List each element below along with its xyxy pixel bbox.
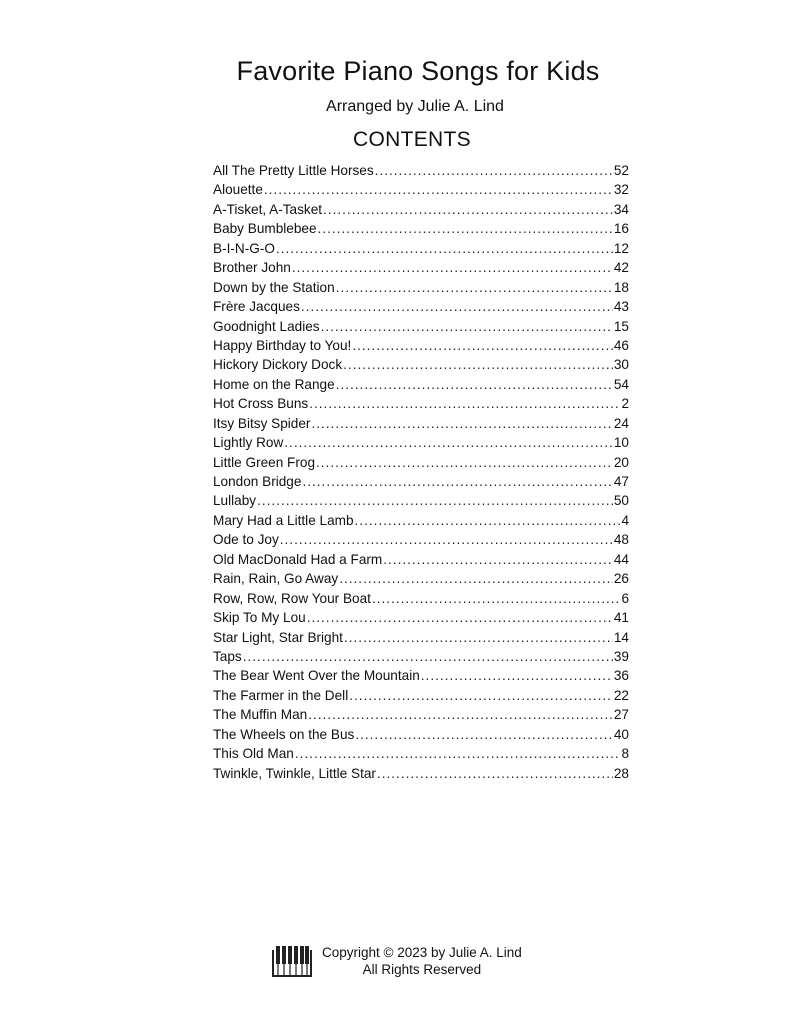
toc-entry-page: 6 [621, 590, 629, 606]
toc-entry [213, 668, 629, 687]
toc-entry [213, 493, 629, 512]
toc-entry-page: 36 [613, 668, 629, 684]
dot-leader [318, 221, 613, 236]
toc-entry-title: Baby Bumblebee [213, 221, 317, 237]
toc-entry [213, 357, 629, 376]
dot-leader [372, 591, 621, 606]
toc-entry-title: Ode to Joy [213, 532, 279, 548]
toc-entry [213, 727, 629, 746]
toc-entry-title: Itsy Bitsy Spider [213, 415, 311, 431]
toc-entry-page: 41 [613, 610, 629, 626]
toc-entry-title: The Farmer in the Dell [213, 687, 349, 703]
toc-entry-title: Home on the Range [213, 376, 335, 392]
toc-entry [213, 591, 629, 610]
document-title: Favorite Piano Songs for Kids [236, 56, 600, 86]
dot-leader [349, 688, 613, 703]
toc-entry-page: 18 [613, 279, 629, 295]
toc-entry [213, 746, 629, 765]
toc-entry [213, 435, 629, 454]
toc-entry-title: Lightly Row [213, 435, 284, 451]
dot-leader [243, 649, 613, 664]
toc-entry-page: 30 [613, 357, 629, 373]
toc-entry-page: 34 [613, 201, 629, 217]
dot-leader [309, 396, 620, 411]
toc-entry-page: 4 [621, 512, 629, 528]
toc-entry-title: Taps [213, 648, 242, 664]
toc-entry-title: Twinkle, Twinkle, Little Star [213, 765, 376, 781]
toc-entry [213, 163, 629, 182]
dot-leader [383, 552, 613, 567]
toc-entry-page: 24 [613, 415, 629, 431]
dot-leader [308, 707, 613, 722]
toc-entry-title: The Muffin Man [213, 707, 308, 723]
copyright-block [322, 944, 522, 978]
dot-leader [336, 280, 613, 295]
toc-entry-page: 27 [613, 707, 629, 723]
toc-entry [213, 571, 629, 590]
dot-leader [316, 455, 613, 470]
toc-entry-title: Down by the Station [213, 279, 335, 295]
toc-entry-title: Skip To My Lou [213, 610, 306, 626]
toc-entry-page: 15 [613, 318, 629, 334]
toc-entry-page: 44 [613, 551, 629, 567]
dot-leader [280, 532, 613, 547]
copyright-text: Copyright © 2023 by Julie A. Lind [322, 945, 522, 960]
toc-entry-title: Lullaby [213, 493, 257, 509]
dot-leader [336, 377, 613, 392]
toc-entry [213, 474, 629, 493]
toc-entry-title: London Bridge [213, 474, 302, 489]
dot-leader [339, 571, 613, 586]
toc-entry-page: 32 [613, 182, 629, 198]
toc-entry-title: Row, Row, Row Your Boat [213, 590, 371, 606]
toc-entry [213, 377, 629, 396]
dot-leader [292, 260, 613, 275]
dot-leader [264, 182, 613, 197]
toc-entry-page: 20 [613, 454, 629, 470]
toc-entry-page: 10 [613, 435, 629, 451]
document-subtitle: Arranged by Julie A. Lind [326, 98, 504, 115]
toc-entry-page: 42 [613, 260, 629, 276]
toc-entry-page: 47 [613, 474, 629, 489]
toc-entry-page: 16 [613, 221, 629, 237]
dot-leader [284, 435, 613, 450]
toc-entry [213, 513, 629, 532]
toc-entry [213, 260, 629, 279]
toc-entry-page: 46 [613, 337, 629, 353]
dot-leader [311, 416, 612, 431]
toc-entry-page: 39 [613, 648, 629, 664]
contents-heading: CONTENTS [353, 128, 471, 151]
toc-entry [213, 610, 629, 629]
dot-leader [355, 727, 613, 742]
dot-leader [295, 746, 621, 761]
toc-entry-title: This Old Man [213, 746, 294, 762]
toc-entry-page: 14 [613, 629, 629, 645]
toc-entry-page: 28 [613, 765, 629, 781]
toc-entry-title: B-I-N-G-O [213, 240, 275, 256]
toc-entry-title: The Bear Went Over the Mountain [213, 668, 420, 684]
toc-entry-title: Mary Had a Little Lamb [213, 512, 354, 528]
toc-entry [213, 630, 629, 649]
rights-text: All Rights Reserved [362, 962, 482, 977]
dot-leader [355, 513, 621, 528]
toc-entry-title: Star Light, Star Bright [213, 629, 343, 645]
dot-leader [321, 319, 613, 334]
toc-entry-page: 12 [613, 240, 629, 256]
toc-entry-title: Little Green Frog [213, 454, 315, 470]
toc-entry-title: Brother John [213, 260, 291, 276]
toc-entry [213, 319, 629, 338]
toc-entry [213, 182, 629, 201]
toc-entry-title: The Wheels on the Bus [213, 726, 355, 742]
toc-entry-title: Hot Cross Buns [213, 396, 309, 412]
toc-entry [213, 280, 629, 299]
toc-entry-page: 40 [613, 726, 629, 742]
dot-leader [302, 474, 612, 489]
toc-entry-page: 2 [621, 396, 629, 412]
toc-entry [213, 299, 629, 318]
dot-leader [421, 668, 613, 683]
toc-entry [213, 649, 629, 668]
toc-entry [213, 532, 629, 551]
toc-entry [213, 455, 629, 474]
dot-leader [352, 338, 613, 353]
toc-entry-title: Hickory Dickory Dock [213, 357, 343, 373]
toc-entry-title: Happy Birthday to You! [213, 337, 352, 353]
toc-entry [213, 707, 629, 726]
dot-leader [375, 163, 613, 178]
toc-entry-page: 43 [613, 299, 629, 315]
toc-entry-page: 48 [613, 532, 629, 548]
dot-leader [377, 766, 613, 781]
toc-entry [213, 766, 629, 785]
footer [270, 944, 522, 978]
toc-entry-title: Rain, Rain, Go Away [213, 571, 339, 587]
toc-entry [213, 552, 629, 571]
toc-entry [213, 221, 629, 240]
toc-entry-page: 22 [613, 687, 629, 703]
toc-entry-title: Goodnight Ladies [213, 318, 320, 334]
toc-entry [213, 688, 629, 707]
toc-entry-page: 54 [613, 376, 629, 392]
dot-leader [301, 299, 613, 314]
toc-entry-title: All The Pretty Little Horses [213, 163, 374, 178]
toc-entry-page: 26 [613, 571, 629, 587]
toc-entry-title: Old MacDonald Had a Farm [213, 551, 383, 567]
toc-entry [213, 416, 629, 435]
toc-entry [213, 338, 629, 357]
toc-entry-title: A-Tisket, A-Tasket [213, 201, 323, 217]
toc-entry-page: 8 [621, 746, 629, 762]
dot-leader [344, 630, 613, 645]
toc-entry [213, 202, 629, 221]
table-of-contents [213, 163, 629, 785]
toc-entry-page: 50 [613, 493, 629, 509]
toc-entry-title: Alouette [213, 182, 263, 198]
dot-leader [307, 610, 613, 625]
toc-entry-title: Frère Jacques [213, 299, 300, 315]
dot-leader [276, 241, 613, 256]
piano-keys-icon [270, 944, 314, 978]
dot-leader [343, 357, 613, 372]
toc-entry [213, 396, 629, 415]
dot-leader [257, 493, 613, 508]
toc-entry-page: 52 [613, 163, 629, 178]
toc-entry [213, 241, 629, 260]
dot-leader [323, 202, 613, 217]
